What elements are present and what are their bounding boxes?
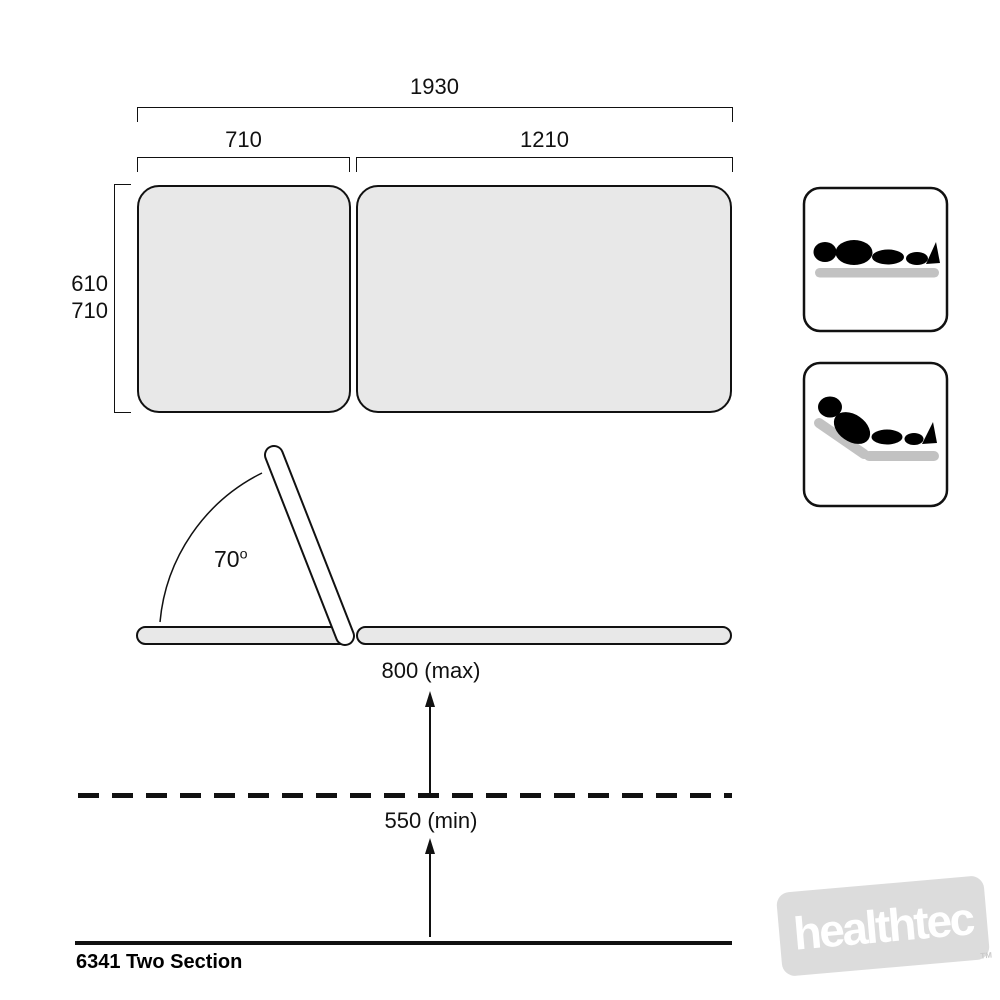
logo-trademark: TM	[980, 950, 993, 961]
width-max-label: 710	[71, 298, 108, 323]
head-section-top-view	[137, 185, 351, 413]
patient-backrest-raised-icon	[802, 361, 949, 508]
overall-length-bracket	[137, 107, 733, 122]
patient-flat-svg	[802, 186, 949, 333]
width-labels	[40, 270, 108, 324]
body-section-side-view	[356, 626, 732, 645]
healthtec-logo	[776, 875, 991, 977]
backrest-angle-label	[214, 546, 248, 573]
head-section-length-label: 710	[225, 127, 262, 152]
body-section-length-label: 1210	[520, 127, 569, 152]
min-height-label: 550 (min)	[384, 808, 478, 833]
body-section-top-view	[356, 185, 732, 413]
min-height-arrow	[424, 838, 436, 937]
max-height-arrow-shaft	[429, 705, 431, 793]
body-section-bracket	[356, 157, 733, 172]
model-title: 6341 Two Section	[76, 951, 243, 973]
floor-line	[75, 941, 732, 945]
backrest-angle-value: 70	[214, 546, 240, 572]
max-height-arrow	[424, 691, 436, 793]
backrest-side-view	[120, 430, 400, 655]
head-section-bracket	[137, 157, 350, 172]
width-bracket	[114, 184, 131, 413]
backrest-capsule-fill	[274, 455, 345, 636]
min-height-arrow-shaft	[429, 852, 431, 937]
patient-reclined-svg	[802, 361, 949, 508]
min-height-level-line	[78, 793, 732, 798]
backrest-angle-unit: o	[239, 546, 248, 563]
logo-text: healthtec	[791, 892, 975, 960]
patient-lying-flat-icon	[802, 186, 949, 333]
overall-length-label: 1930	[410, 74, 459, 99]
width-min-label: 610	[71, 271, 108, 296]
table-surface-flat	[815, 268, 939, 278]
max-height-label: 800 (max)	[381, 658, 481, 683]
